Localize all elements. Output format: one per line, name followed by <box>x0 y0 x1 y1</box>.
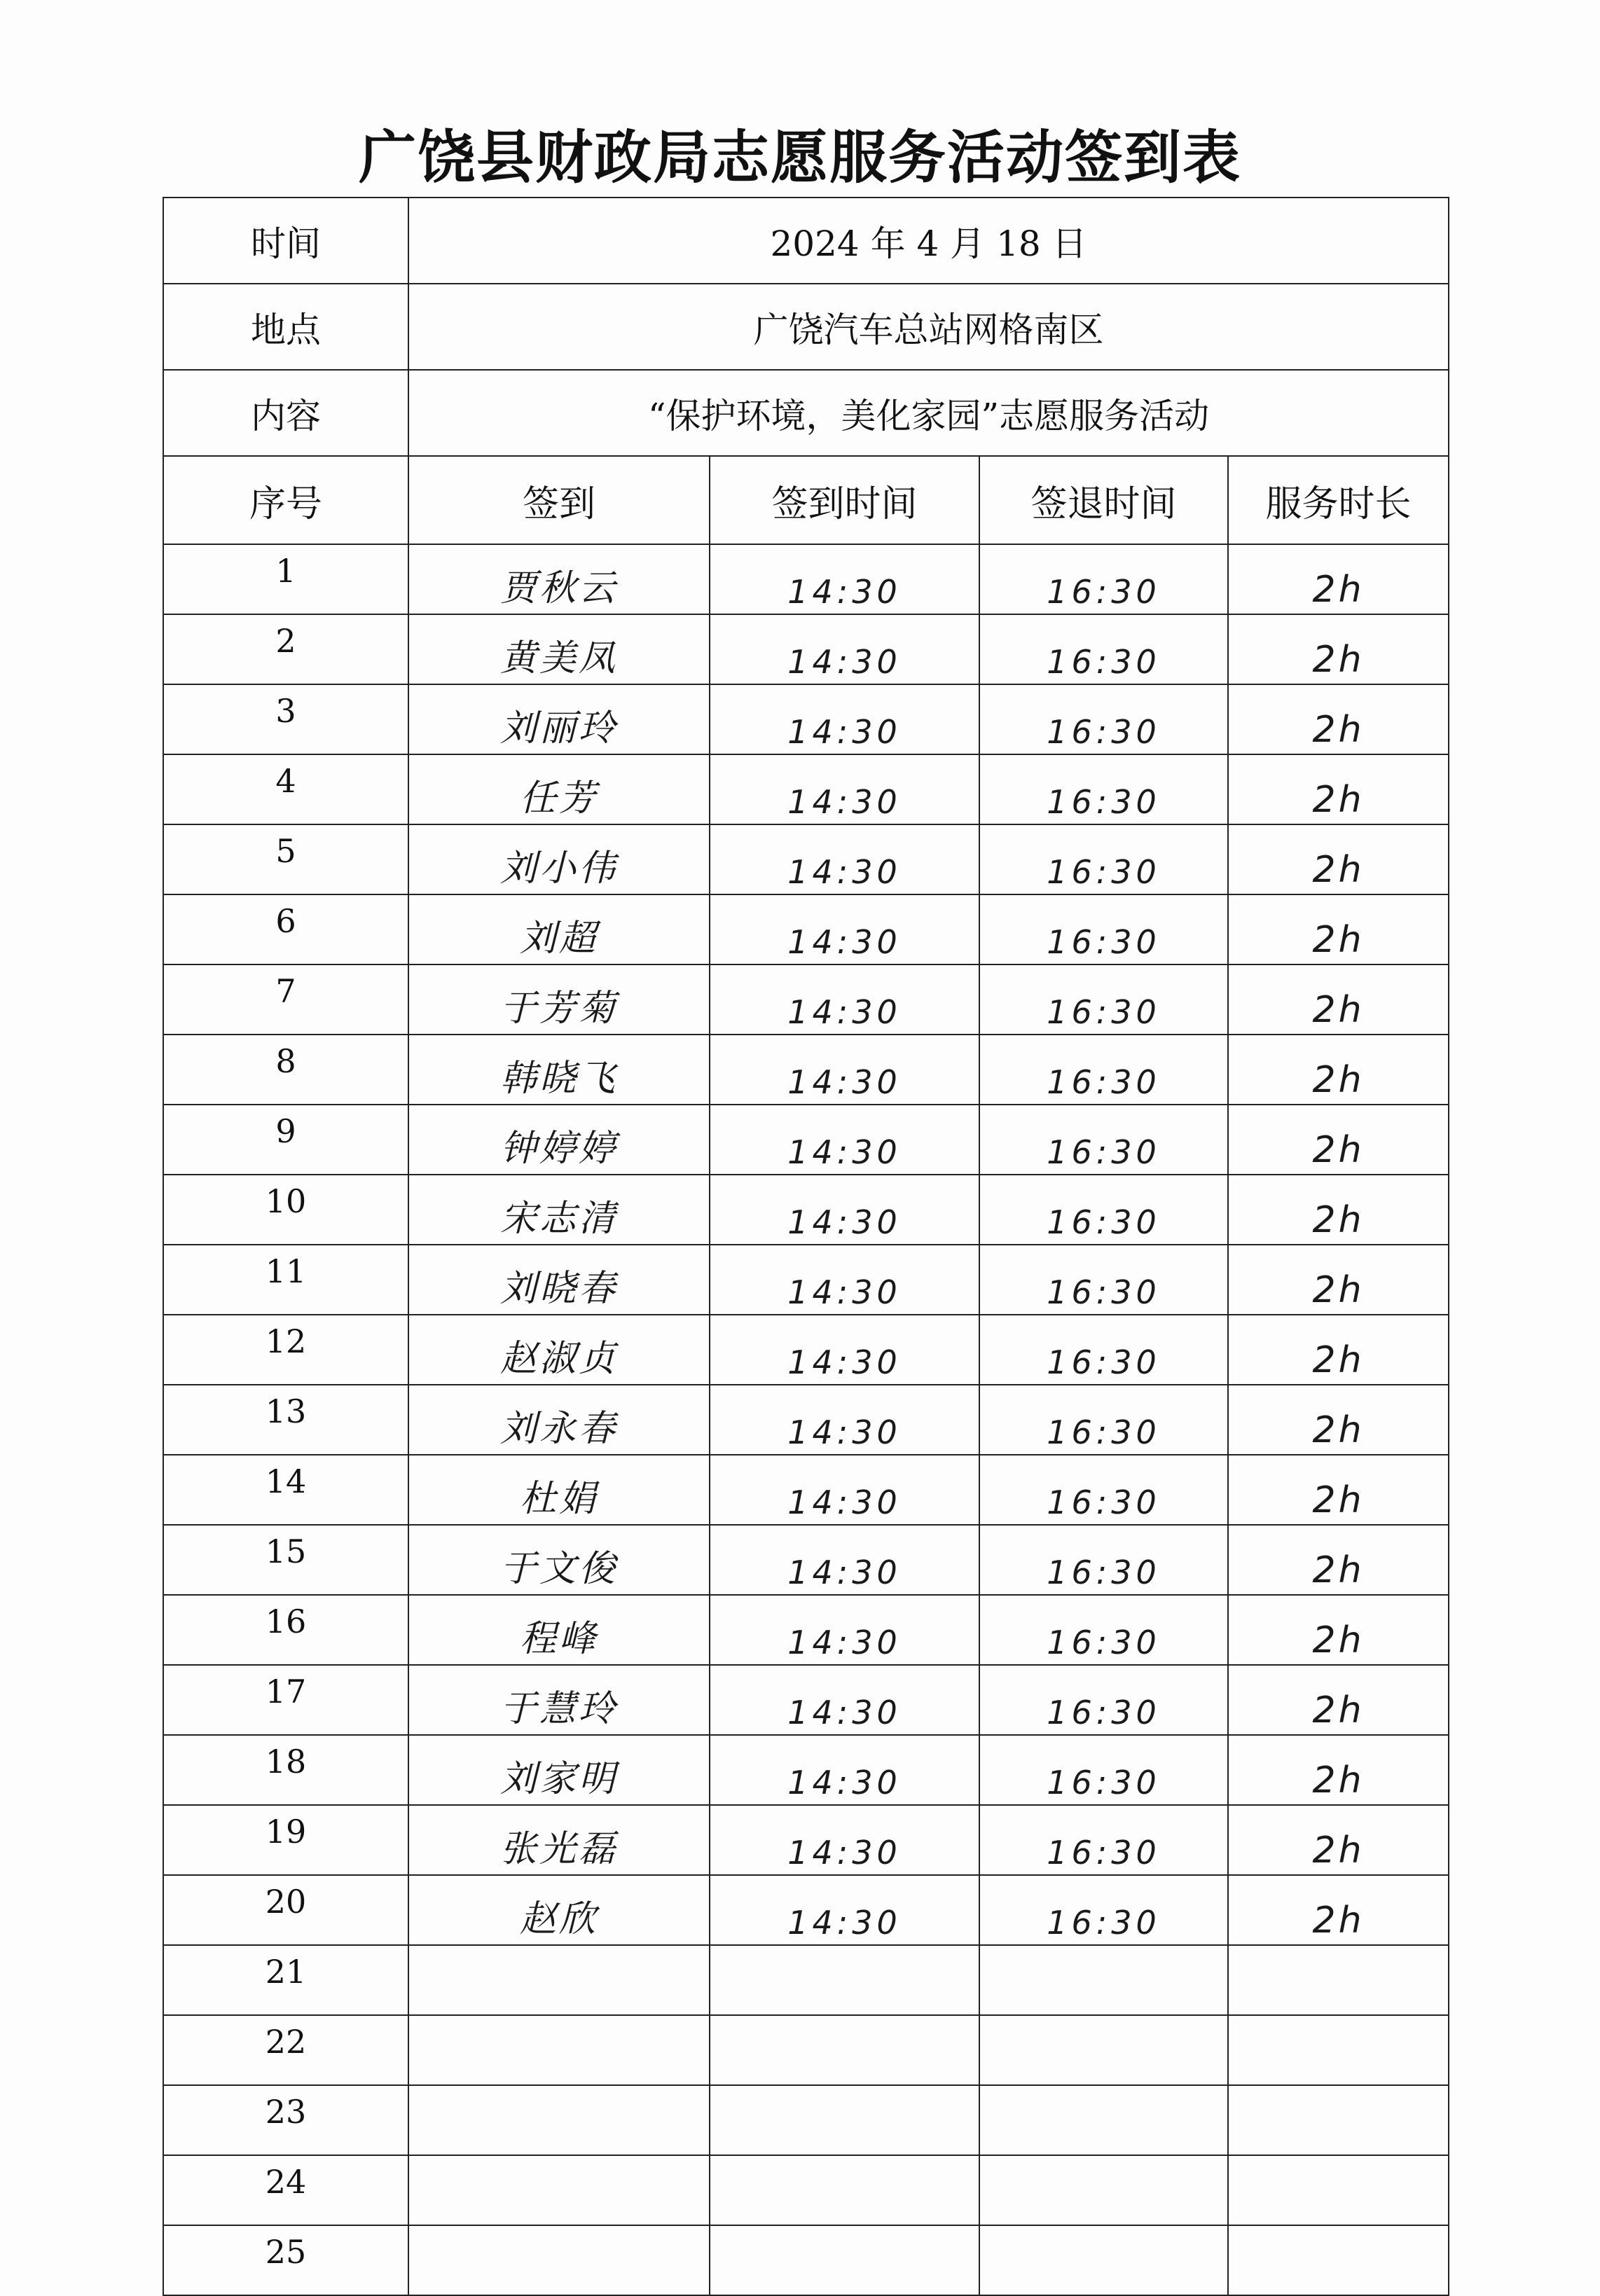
duration-cell: 2h <box>1228 894 1449 964</box>
duration-cell <box>1228 2015 1449 2085</box>
row-seq: 2 <box>163 614 408 684</box>
duration-cell: 2h <box>1228 1595 1449 1665</box>
duration-cell: 2h <box>1228 1315 1449 1385</box>
time-value: 2024 年 4 月 18 日 <box>408 198 1449 284</box>
duration-cell <box>1228 1945 1449 2015</box>
sign-in-time-cell: 14:30 <box>710 1175 979 1245</box>
signature-cell: 于慧玲 <box>408 1665 710 1735</box>
table-row <box>163 2225 1449 2295</box>
column-header-row <box>163 456 1449 544</box>
sign-in-time-cell: 14:30 <box>710 1595 979 1665</box>
header-seq: 序号 <box>163 456 408 544</box>
sign-out-time-cell: 16:30 <box>979 614 1228 684</box>
table-row <box>163 824 1449 894</box>
table-row <box>163 544 1449 614</box>
sign-in-time-cell: 14:30 <box>710 1455 979 1525</box>
row-seq: 3 <box>163 684 408 754</box>
sign-out-time-cell: 16:30 <box>979 544 1228 614</box>
table-row <box>163 1455 1449 1525</box>
table-row <box>163 2155 1449 2225</box>
signature-cell: 黄美凤 <box>408 614 710 684</box>
sign-out-time-cell: 16:30 <box>979 824 1228 894</box>
sign-out-time-cell <box>979 1945 1228 2015</box>
row-seq: 12 <box>163 1315 408 1385</box>
table-row <box>163 1875 1449 1945</box>
sign-in-time-cell: 14:30 <box>710 1525 979 1595</box>
signature-cell: 于芳菊 <box>408 964 710 1035</box>
signature-cell: 刘家明 <box>408 1735 710 1805</box>
table-row <box>163 684 1449 754</box>
sign-out-time-cell: 16:30 <box>979 1455 1228 1525</box>
sign-out-time-cell <box>979 2155 1228 2225</box>
signature-cell <box>408 2225 710 2295</box>
sign-out-time-cell: 16:30 <box>979 684 1228 754</box>
table-row <box>163 1595 1449 1665</box>
info-row-content <box>163 370 1449 456</box>
time-label: 时间 <box>163 198 408 284</box>
sign-out-time-cell: 16:30 <box>979 1175 1228 1245</box>
sign-in-time-cell: 14:30 <box>710 964 979 1035</box>
signature-cell: 刘小伟 <box>408 824 710 894</box>
sign-out-time-cell: 16:30 <box>979 1665 1228 1735</box>
sign-out-time-cell: 16:30 <box>979 1875 1228 1945</box>
signature-cell: 贾秋云 <box>408 544 710 614</box>
sign-in-time-cell: 14:30 <box>710 1315 979 1385</box>
table-row <box>163 1385 1449 1455</box>
signature-cell: 杜娟 <box>408 1455 710 1525</box>
signature-cell: 刘永春 <box>408 1385 710 1455</box>
duration-cell <box>1228 2155 1449 2225</box>
table-row <box>163 1525 1449 1595</box>
sign-out-time-cell <box>979 2225 1228 2295</box>
sign-out-time-cell: 16:30 <box>979 1805 1228 1875</box>
table-row <box>163 1175 1449 1245</box>
content-value: “保护环境，美化家园”志愿服务活动 <box>408 370 1449 456</box>
sign-in-time-cell: 14:30 <box>710 1245 979 1315</box>
signature-cell: 任芳 <box>408 754 710 824</box>
sign-in-time-cell <box>710 2015 979 2085</box>
sign-out-time-cell <box>979 2085 1228 2155</box>
content-label: 内容 <box>163 370 408 456</box>
duration-cell: 2h <box>1228 1175 1449 1245</box>
duration-cell: 2h <box>1228 1805 1449 1875</box>
sign-in-time-cell: 14:30 <box>710 544 979 614</box>
duration-cell <box>1228 2225 1449 2295</box>
row-seq: 13 <box>163 1385 408 1455</box>
duration-cell: 2h <box>1228 1385 1449 1455</box>
row-seq: 23 <box>163 2085 408 2155</box>
sign-in-time-cell: 14:30 <box>710 1805 979 1875</box>
duration-cell: 2h <box>1228 544 1449 614</box>
sign-in-time-cell: 14:30 <box>710 824 979 894</box>
sign-out-time-cell: 16:30 <box>979 1315 1228 1385</box>
header-sign-in-time: 签到时间 <box>710 456 979 544</box>
sign-out-time-cell: 16:30 <box>979 754 1228 824</box>
sign-in-time-cell: 14:30 <box>710 1875 979 1945</box>
header-sign: 签到 <box>408 456 710 544</box>
row-seq: 25 <box>163 2225 408 2295</box>
signature-cell: 程峰 <box>408 1595 710 1665</box>
duration-cell: 2h <box>1228 754 1449 824</box>
row-seq: 10 <box>163 1175 408 1245</box>
duration-cell: 2h <box>1228 1455 1449 1525</box>
row-seq: 18 <box>163 1735 408 1805</box>
table-row <box>163 754 1449 824</box>
location-value: 广饶汽车总站网格南区 <box>408 284 1449 370</box>
duration-cell: 2h <box>1228 614 1449 684</box>
sign-in-time-cell <box>710 1945 979 2015</box>
sign-in-time-cell <box>710 2085 979 2155</box>
sign-in-time-cell: 14:30 <box>710 1035 979 1105</box>
sign-out-time-cell: 16:30 <box>979 964 1228 1035</box>
sign-out-time-cell: 16:30 <box>979 1595 1228 1665</box>
signature-cell: 刘晓春 <box>408 1245 710 1315</box>
header-sign-out-time: 签退时间 <box>979 456 1228 544</box>
table-row <box>163 2085 1449 2155</box>
signature-cell: 赵淑贞 <box>408 1315 710 1385</box>
duration-cell: 2h <box>1228 1035 1449 1105</box>
sign-out-time-cell: 16:30 <box>979 1105 1228 1175</box>
row-seq: 22 <box>163 2015 408 2085</box>
sign-in-time-cell <box>710 2155 979 2225</box>
signature-cell: 刘超 <box>408 894 710 964</box>
signature-cell: 赵欣 <box>408 1875 710 1945</box>
row-seq: 1 <box>163 544 408 614</box>
duration-cell: 2h <box>1228 1665 1449 1735</box>
sign-in-time-cell: 14:30 <box>710 1385 979 1455</box>
duration-cell <box>1228 2085 1449 2155</box>
table-row <box>163 1315 1449 1385</box>
row-seq: 9 <box>163 1105 408 1175</box>
sign-out-time-cell: 16:30 <box>979 1735 1228 1805</box>
signature-cell: 刘丽玲 <box>408 684 710 754</box>
duration-cell: 2h <box>1228 684 1449 754</box>
duration-cell: 2h <box>1228 1105 1449 1175</box>
row-seq: 7 <box>163 964 408 1035</box>
sign-in-time-cell: 14:30 <box>710 1665 979 1735</box>
duration-cell: 2h <box>1228 1735 1449 1805</box>
sign-in-time-cell: 14:30 <box>710 684 979 754</box>
signature-cell <box>408 2085 710 2155</box>
sign-out-time-cell: 16:30 <box>979 1525 1228 1595</box>
row-seq: 8 <box>163 1035 408 1105</box>
signature-cell <box>408 2015 710 2085</box>
row-seq: 4 <box>163 754 408 824</box>
row-seq: 11 <box>163 1245 408 1315</box>
table-row <box>163 1945 1449 2015</box>
sign-in-time-cell: 14:30 <box>710 894 979 964</box>
signature-cell: 于文俊 <box>408 1525 710 1595</box>
signature-cell: 张光磊 <box>408 1805 710 1875</box>
signature-cell: 宋志清 <box>408 1175 710 1245</box>
sign-in-time-cell: 14:30 <box>710 1735 979 1805</box>
info-row-location <box>163 284 1449 370</box>
sign-in-time-cell: 14:30 <box>710 1105 979 1175</box>
duration-cell: 2h <box>1228 1875 1449 1945</box>
row-seq: 6 <box>163 894 408 964</box>
signature-cell: 钟婷婷 <box>408 1105 710 1175</box>
page-title: 广饶县财政局志愿服务活动签到表 <box>358 125 1241 191</box>
sign-out-time-cell: 16:30 <box>979 1245 1228 1315</box>
info-row-time <box>163 198 1449 284</box>
sign-out-time-cell: 16:30 <box>979 1035 1228 1105</box>
table-row <box>163 1735 1449 1805</box>
duration-cell: 2h <box>1228 1525 1449 1595</box>
table-row <box>163 1245 1449 1315</box>
table-row <box>163 1805 1449 1875</box>
sign-out-time-cell: 16:30 <box>979 894 1228 964</box>
table-row <box>163 1665 1449 1735</box>
signature-cell <box>408 1945 710 2015</box>
row-seq: 24 <box>163 2155 408 2225</box>
table-row <box>163 614 1449 684</box>
row-seq: 19 <box>163 1805 408 1875</box>
table-row <box>163 894 1449 964</box>
table-row <box>163 1035 1449 1105</box>
sign-in-table <box>163 197 1449 2296</box>
row-seq: 16 <box>163 1595 408 1665</box>
table-row <box>163 964 1449 1035</box>
sign-in-time-cell: 14:30 <box>710 754 979 824</box>
row-seq: 20 <box>163 1875 408 1945</box>
table-row <box>163 1105 1449 1175</box>
sign-out-time-cell <box>979 2015 1228 2085</box>
duration-cell: 2h <box>1228 824 1449 894</box>
sign-in-time-cell: 14:30 <box>710 614 979 684</box>
row-seq: 15 <box>163 1525 408 1595</box>
sign-out-time-cell: 16:30 <box>979 1385 1228 1455</box>
duration-cell: 2h <box>1228 964 1449 1035</box>
header-duration: 服务时长 <box>1228 456 1449 544</box>
table-row <box>163 2015 1449 2085</box>
row-seq: 5 <box>163 824 408 894</box>
row-seq: 17 <box>163 1665 408 1735</box>
row-seq: 21 <box>163 1945 408 2015</box>
row-seq: 14 <box>163 1455 408 1525</box>
signature-cell <box>408 2155 710 2225</box>
signature-cell: 韩晓飞 <box>408 1035 710 1105</box>
duration-cell: 2h <box>1228 1245 1449 1315</box>
location-label: 地点 <box>163 284 408 370</box>
sign-in-time-cell <box>710 2225 979 2295</box>
